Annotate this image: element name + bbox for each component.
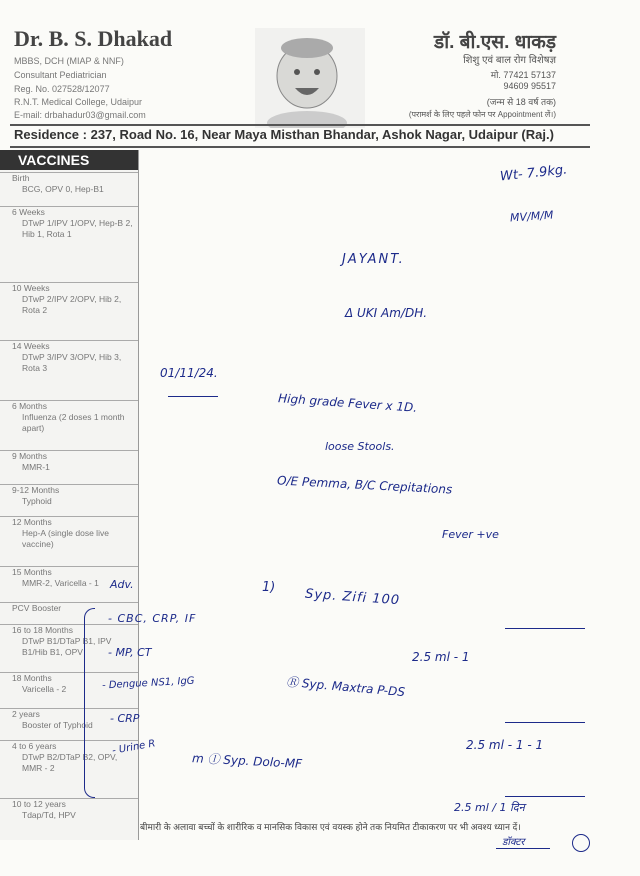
vaccine-age-label: 18 Months (12, 673, 52, 683)
rx3-dose: 2.5 ml / 1 दिन (454, 801, 525, 814)
rx3-drug: m ⓛ Syp. Dolo-MF (191, 751, 303, 771)
reg-no: Reg. No. 027528/12077 (14, 84, 110, 94)
vaccine-item (0, 340, 138, 400)
vaccine-detail: Tdap/Td, HPV (22, 810, 76, 820)
m-line-note: MV/M/M (509, 208, 554, 225)
rx1-line (505, 628, 585, 629)
mobile-1: मो. 77421 57137 (490, 70, 556, 80)
vaccine-detail: Hep-A (single dose live vaccine) (22, 528, 109, 549)
vaccine-detail: Booster of Typhoid (22, 720, 93, 730)
rx1-dose: 2.5 ml - 1 (412, 650, 470, 664)
signature-line (496, 848, 550, 849)
vaccines-title: VACCINES (0, 150, 138, 170)
vaccine-item (0, 450, 138, 484)
vaccine-age-label: 10 Weeks (12, 283, 50, 293)
footer-note: बीमारी के अलावा बच्चों के शारीरिक व मानसिक विकास एवं वयस्क होने तक नियमित टीकाकरण पर भी अवश्य ध्यान दें। (140, 822, 521, 832)
date-underline (168, 396, 218, 397)
vaccine-age-label: 14 Weeks (12, 341, 50, 351)
baby-photo (255, 28, 365, 128)
vaccine-item (0, 516, 138, 566)
vaccine-age-label: Birth (12, 173, 30, 183)
vaccine-age-label: 16 to 18 Months (12, 625, 73, 635)
residence-address: Residence : 237, Road No. 16, Near Maya Misthan Bhandar, Ashok Nagar, Udaipur (Raj.) (14, 127, 554, 142)
doctor-name-en: Dr. B. S. Dhakad (14, 26, 173, 51)
rx2-line (505, 722, 585, 723)
vaccine-age-label: 4 to 6 years (12, 741, 57, 751)
vaccine-item (0, 206, 138, 282)
patient-age: Δ UKI Am/DH. (345, 306, 428, 320)
vaccine-item (0, 172, 138, 206)
specialty: Consultant Pediatrician (14, 70, 107, 80)
mobile-2: 94609 95517 (503, 81, 556, 91)
vaccine-age-label: 6 Weeks (12, 207, 45, 217)
appointment-note: (परामर्श के लिए पहले फोन पर Appointment लें।) (408, 110, 556, 119)
college: R.N.T. Medical College, Udaipur (14, 97, 143, 107)
advice-label: Adv. (110, 578, 134, 591)
stamp-circle-icon (572, 834, 590, 852)
vaccine-detail: Influenza (2 doses 1 month apart) (22, 412, 125, 433)
rx2-drug: Ⓡ Syp. Maxtra P-DS (285, 674, 406, 700)
vaccine-detail: DTwP 3/IPV 3/OPV, Hib 3, Rota 3 (22, 352, 122, 373)
doctor-name-hi: डॉ. बी.एस. धाकड़ (434, 32, 556, 53)
signature: डॉक्टर (502, 837, 525, 848)
specialty-hi: शिशु एवं बाल रोग विशेषज्ञ (463, 55, 556, 66)
header-divider (10, 124, 590, 126)
vaccine-age-label: 9 Months (12, 451, 47, 461)
vaccine-detail: MMR-1 (22, 462, 50, 472)
vaccine-age-label: 2 years (12, 709, 40, 719)
patient-name: JAYANT. (342, 252, 405, 267)
vaccine-age-label: 15 Months (12, 567, 52, 577)
age-range-note: (जन्म से 18 वर्ष तक) (486, 97, 556, 107)
weight-note: Wt- 7.9kg. (499, 162, 568, 185)
vaccine-detail: BCG, OPV 0, Hep-B1 (22, 184, 104, 194)
residence-divider (10, 146, 590, 148)
complaint-2: loose Stools. (325, 440, 395, 453)
vaccine-detail: DTwP B2/DTaP B2, OPV, MMR - 2 (22, 752, 118, 773)
investigation-4: - CRP (110, 712, 140, 725)
investigation-2: - MP, CT (108, 646, 152, 659)
vaccine-item (0, 400, 138, 450)
exam-1: O/E Pemma, B/C Crepitations (276, 473, 453, 497)
vaccine-age-label: 6 Months (12, 401, 47, 411)
vaccine-detail: DTwP 2/IPV 2/OPV, Hib 2, Rota 2 (22, 294, 122, 315)
email: E-mail: drbahadur03@gmail.com (14, 110, 146, 120)
vaccine-detail: DTwP B1/DTaP B1, IPV B1/Hib B1, OPV (22, 636, 112, 657)
rx3-line (505, 796, 585, 797)
vaccine-age-label: 10 to 12 years (12, 799, 66, 809)
complaint-1: High grade Fever x 1D. (277, 391, 418, 415)
qualification: MBBS, DCH (MIAP & NNF) (14, 56, 124, 66)
vaccine-age-label: 9-12 Months (12, 485, 60, 495)
vaccine-age-label: PCV Booster (12, 603, 62, 613)
rx1-drug: Syp. Zifi 100 (304, 586, 401, 609)
rx1-number: 1) (262, 580, 276, 595)
visit-date: 01/11/24. (160, 366, 218, 380)
investigation-3: - Dengue NS1, IgG (101, 675, 195, 692)
vaccine-detail: DTwP 1/IPV 1/OPV, Hep-B 2, Hib 1, Rota 1 (22, 218, 133, 239)
investigation-1: - CBC, CRP, IF (108, 612, 197, 625)
exam-2: Fever +ve (442, 528, 499, 541)
investigation-bracket (84, 608, 95, 798)
vaccine-age-label: 12 Months (12, 517, 52, 527)
vaccine-item (0, 484, 138, 516)
investigation-5: - Urine R (111, 738, 157, 757)
vaccine-detail: Typhoid (22, 496, 52, 506)
vaccine-detail: Varicella - 2 (22, 684, 67, 694)
vaccine-detail: MMR-2, Varicella - 1 (22, 578, 99, 588)
vaccine-item (0, 798, 138, 840)
rx2-dose: 2.5 ml - 1 - 1 (466, 738, 544, 752)
vaccine-item (0, 282, 138, 340)
